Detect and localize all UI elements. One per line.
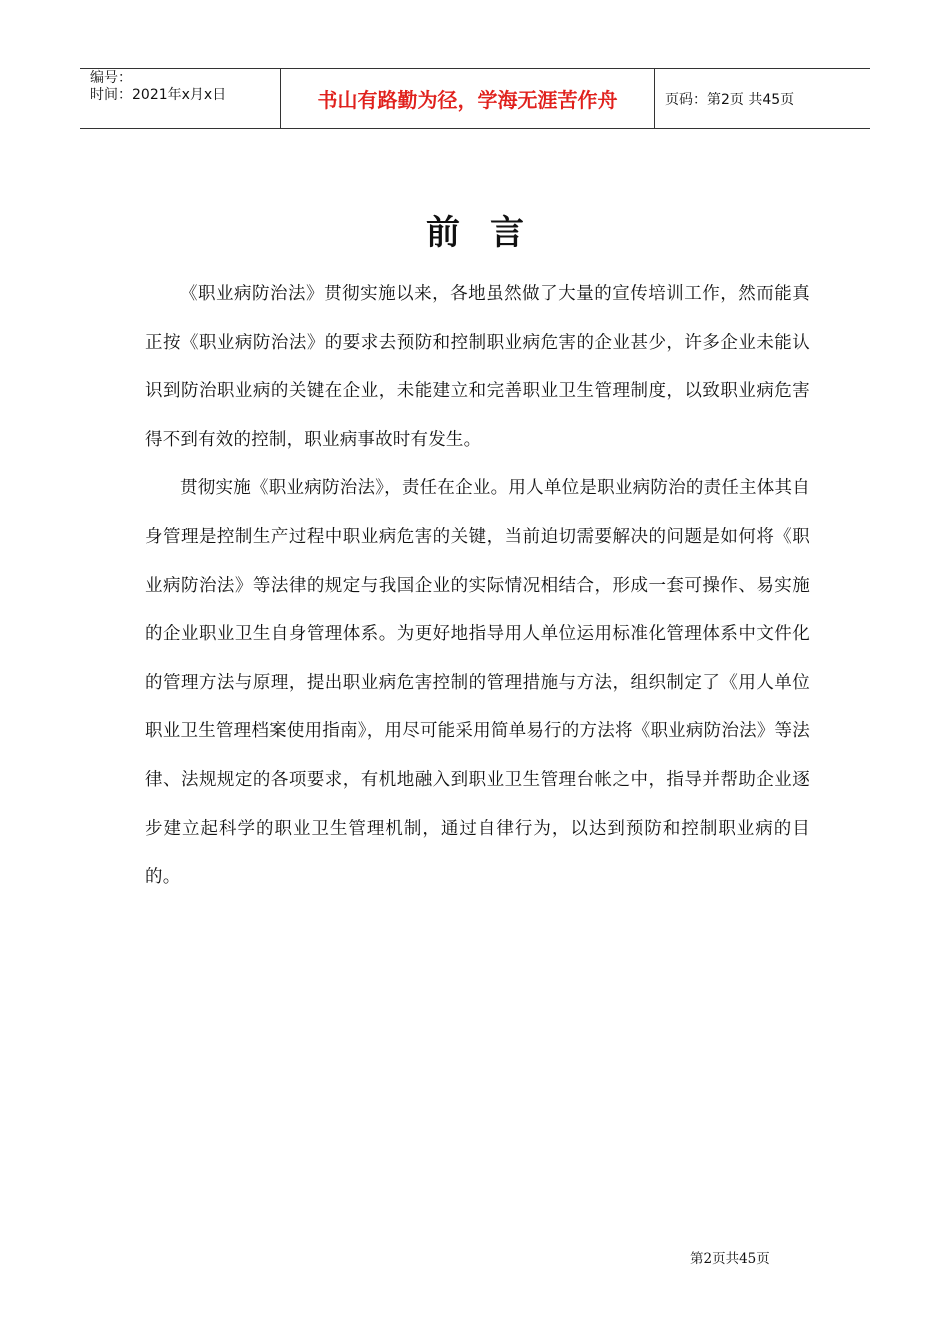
paragraph-2: 贯彻实施《职业病防治法》，责任在企业。用人单位是职业病防治的责任主体其自身管理是控制生产过程中职业病危害的关键，当前迫切需要解决的问题是如何将《职业病防治法》等法律的规定与我国企业的实际情况相结合，形成一套可操作、易实施的企业职业卫生自身管理体系。为更好地指导用人单位运用标准化管理体系中文件化的管理方法与原理，提出职业病危害控制的管理措施与方法，组织制定了《用人单位职业卫生管理档案使用指南》，用尽可能采用简单易行的方法将《职业病防治法》等法律、法规规定的各项要求，有机地融入到职业卫生管理台帐之中，指导并帮助企业逐步建立起科学的职业卫生管理机制，通过自律行为，以达到预防和控制职业病的目的。 (145, 478, 810, 888)
body-text (145, 270, 810, 902)
document-number-label: 编号： (90, 70, 132, 86)
document-time-label: 时间：2021年x月x日 (90, 87, 227, 103)
paragraph-1: 《职业病防治法》贯彻实施以来，各地虽然做了大量的宣传培训工作，然而能真正按《职业病防治法》的要求去预防和控制职业病危害的企业甚少，许多企业未能认识到防治职业病的关键在企业，未能建立和完善职业卫生管理制度，以致职业病危害得不到有效的控制，职业病事故时有发生。 (145, 284, 810, 450)
header-meta (80, 69, 281, 128)
document-header (80, 68, 870, 129)
footer-page-number: 第2页共45页 (690, 1251, 770, 1267)
header-motto: 书山有路勤为径，学海无涯苦作舟 (281, 69, 655, 128)
header-page-label: 页码：第2页 共45页 (665, 91, 795, 108)
page-title: 前言 (426, 213, 554, 253)
